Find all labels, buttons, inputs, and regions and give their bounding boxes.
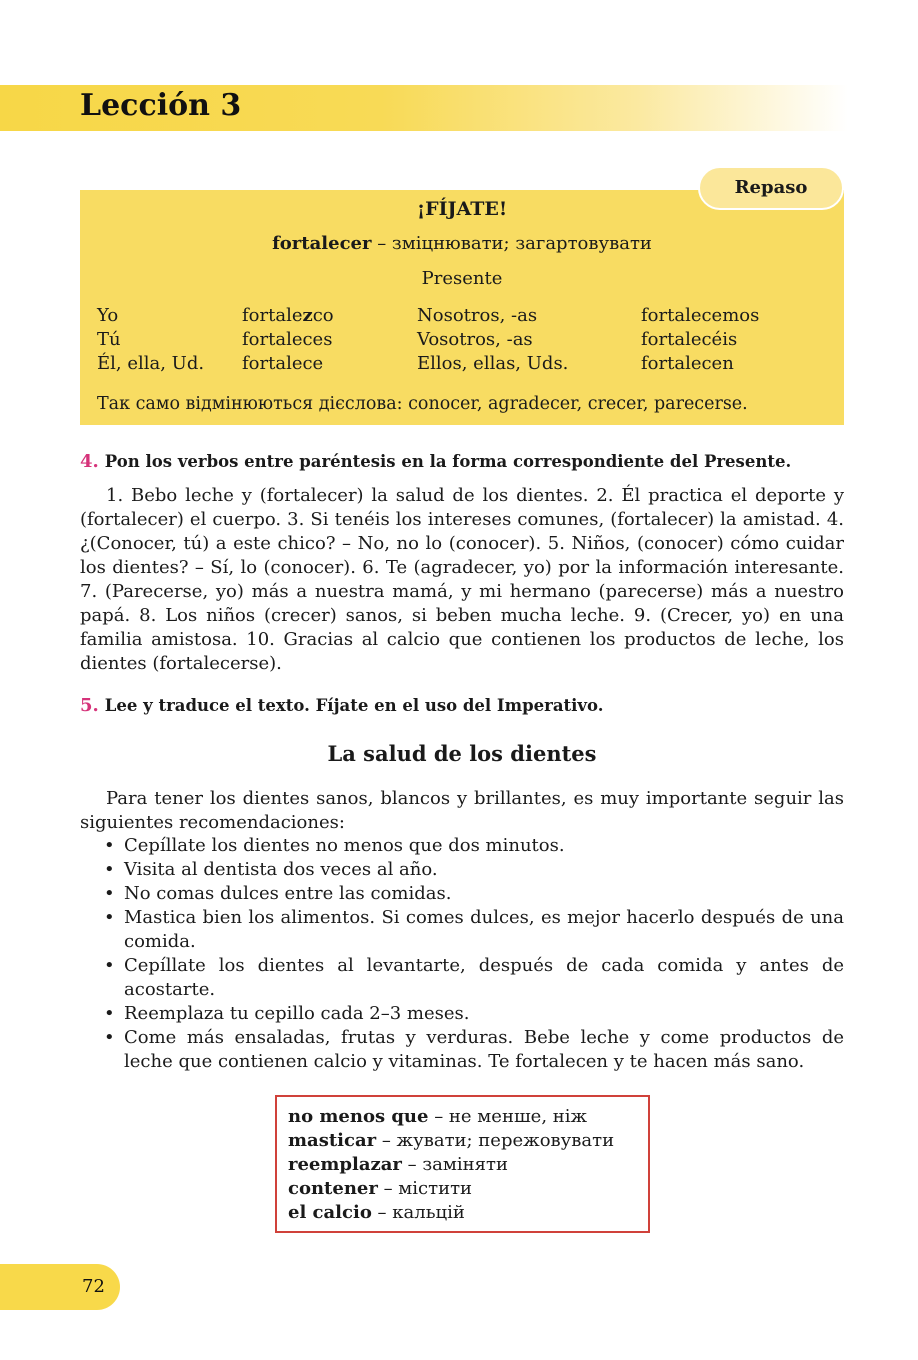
page-number: 72 <box>82 1276 105 1297</box>
list-item: • Mastica bien los alimentos. Si comes dulces, es mejor hacerlo después de una comida. <box>104 907 844 952</box>
verb-form: fortalecemos <box>641 305 760 326</box>
reading-intro: Para tener los dientes sanos, blancos y brillantes, es muy importante seguir las siguientes recomendaciones: <box>80 788 844 833</box>
vocab-entry <box>288 1105 648 1129</box>
exercise-number: 5. <box>80 695 99 716</box>
bullet-icon: • <box>104 859 115 880</box>
vocabulary-box <box>275 1095 650 1233</box>
bullet-icon: • <box>104 883 115 904</box>
list-item: • Come más ensaladas, frutas y verduras. Bebe leche y come productos de leche que contienen calcio y vitaminas. Te fortalecen y te hacen más sano. <box>104 1027 844 1072</box>
irregular-letter: z <box>302 305 313 326</box>
conjugation-forms-singular <box>242 304 334 376</box>
exercise-number: 4. <box>80 451 99 472</box>
recommendations-list <box>104 834 844 1074</box>
fijate-title: ¡FÍJATE! <box>416 198 508 220</box>
verb-term: fortalecer <box>272 233 372 254</box>
vocab-entry <box>288 1129 648 1153</box>
verb-form: fortaleces <box>242 329 333 350</box>
vocab-translation: – кальцій <box>371 1202 465 1223</box>
bullet-icon: • <box>104 907 115 928</box>
pronoun: Nosotros, -as <box>417 305 538 326</box>
bullet-icon: • <box>104 1003 115 1024</box>
exercise-5-heading <box>80 695 603 716</box>
verb-translation: – зміцнювати; загартовувати <box>371 233 652 254</box>
conjugation-pronouns-singular <box>97 304 204 376</box>
pronoun: Tú <box>97 329 121 350</box>
vocab-term: el calcio <box>288 1202 372 1223</box>
exercise-4-text: 1. Bebo leche y (fortalecer) la salud de los dientes. 2. Él practica el deporte y (fortalecer) el cuerpo. 3. Si tenéis los intereses comunes, (fortalecer) la amistad. 4. ¿(Conocer, tú) a este chico? – No, no lo (conocer). 5. Niños, (conocer) cómo cuidar los dientes? – Sí, lo (conocer). 6. Te (agradecer, yo) por la información interesante. 7. (Parecerse, yo) más a nuestra mamá, y mi hermano (parecerse) más a nuestro papá. 8. Los niños (crecer) sanos, si beben mucha leche. 9. (Crecer, yo) en una familia amistosa. 10. Gracias al calcio que contienen los productos de leche, los dientes (fortalecerse). <box>80 485 844 674</box>
verb-form: fortalecéis <box>641 329 738 350</box>
fijate-note: Так само відмінюються дієслова: conocer, agradecer, crecer, parecerse. <box>97 394 748 414</box>
verb-form: fortalezco <box>242 305 334 326</box>
repaso-tab: Repaso <box>698 166 844 210</box>
verb-form: fortalece <box>242 353 324 374</box>
pronoun: Vosotros, -as <box>417 329 533 350</box>
vocab-entry <box>288 1201 648 1225</box>
pronoun: Yo <box>97 305 119 326</box>
vocab-term: masticar <box>288 1130 377 1151</box>
vocab-term: contener <box>288 1178 378 1199</box>
conjugation-pronouns-plural <box>417 304 568 376</box>
list-item: • Cepíllate los dientes al levantarte, después de cada comida y antes de acostarte. <box>104 955 844 1000</box>
tense-label: Presente <box>421 268 503 289</box>
verb-definition <box>80 233 844 254</box>
pronoun: Él, ella, Ud. <box>97 353 205 374</box>
vocab-entry <box>288 1177 648 1201</box>
verb-form: fortalecen <box>641 353 734 374</box>
list-item: • Reemplaza tu cepillo cada 2–3 meses. <box>104 1003 470 1024</box>
list-item: • No comas dulces entre las comidas. <box>104 883 452 904</box>
pronoun: Ellos, ellas, Uds. <box>417 353 569 374</box>
conjugation-forms-plural <box>641 304 759 376</box>
bullet-icon: • <box>104 835 115 856</box>
list-item: • Cepíllate los dientes no menos que dos minutos. <box>104 835 565 856</box>
lesson-title: Lección 3 <box>80 88 242 123</box>
vocab-translation: – жувати; пережовувати <box>376 1130 615 1151</box>
exercise-4-heading <box>80 451 791 472</box>
vocab-translation: – містити <box>377 1178 473 1199</box>
vocab-term: reemplazar <box>288 1154 402 1175</box>
vocab-translation: – заміняти <box>401 1154 508 1175</box>
bullet-icon: • <box>104 955 115 976</box>
exercise-instruction: Pon los verbos entre paréntesis en la forma correspondiente del Presente. <box>104 452 792 471</box>
exercise-instruction: Lee y traduce el texto. Fíjate en el uso del Imperativo. <box>104 696 604 715</box>
list-item: • Visita al dentista dos veces al año. <box>104 859 438 880</box>
vocab-entry <box>288 1153 648 1177</box>
reading-title: La salud de los dientes <box>327 741 597 766</box>
vocab-translation: – не менше, ніж <box>428 1106 588 1127</box>
bullet-icon: • <box>104 1027 115 1048</box>
vocab-term: no menos que <box>288 1106 429 1127</box>
